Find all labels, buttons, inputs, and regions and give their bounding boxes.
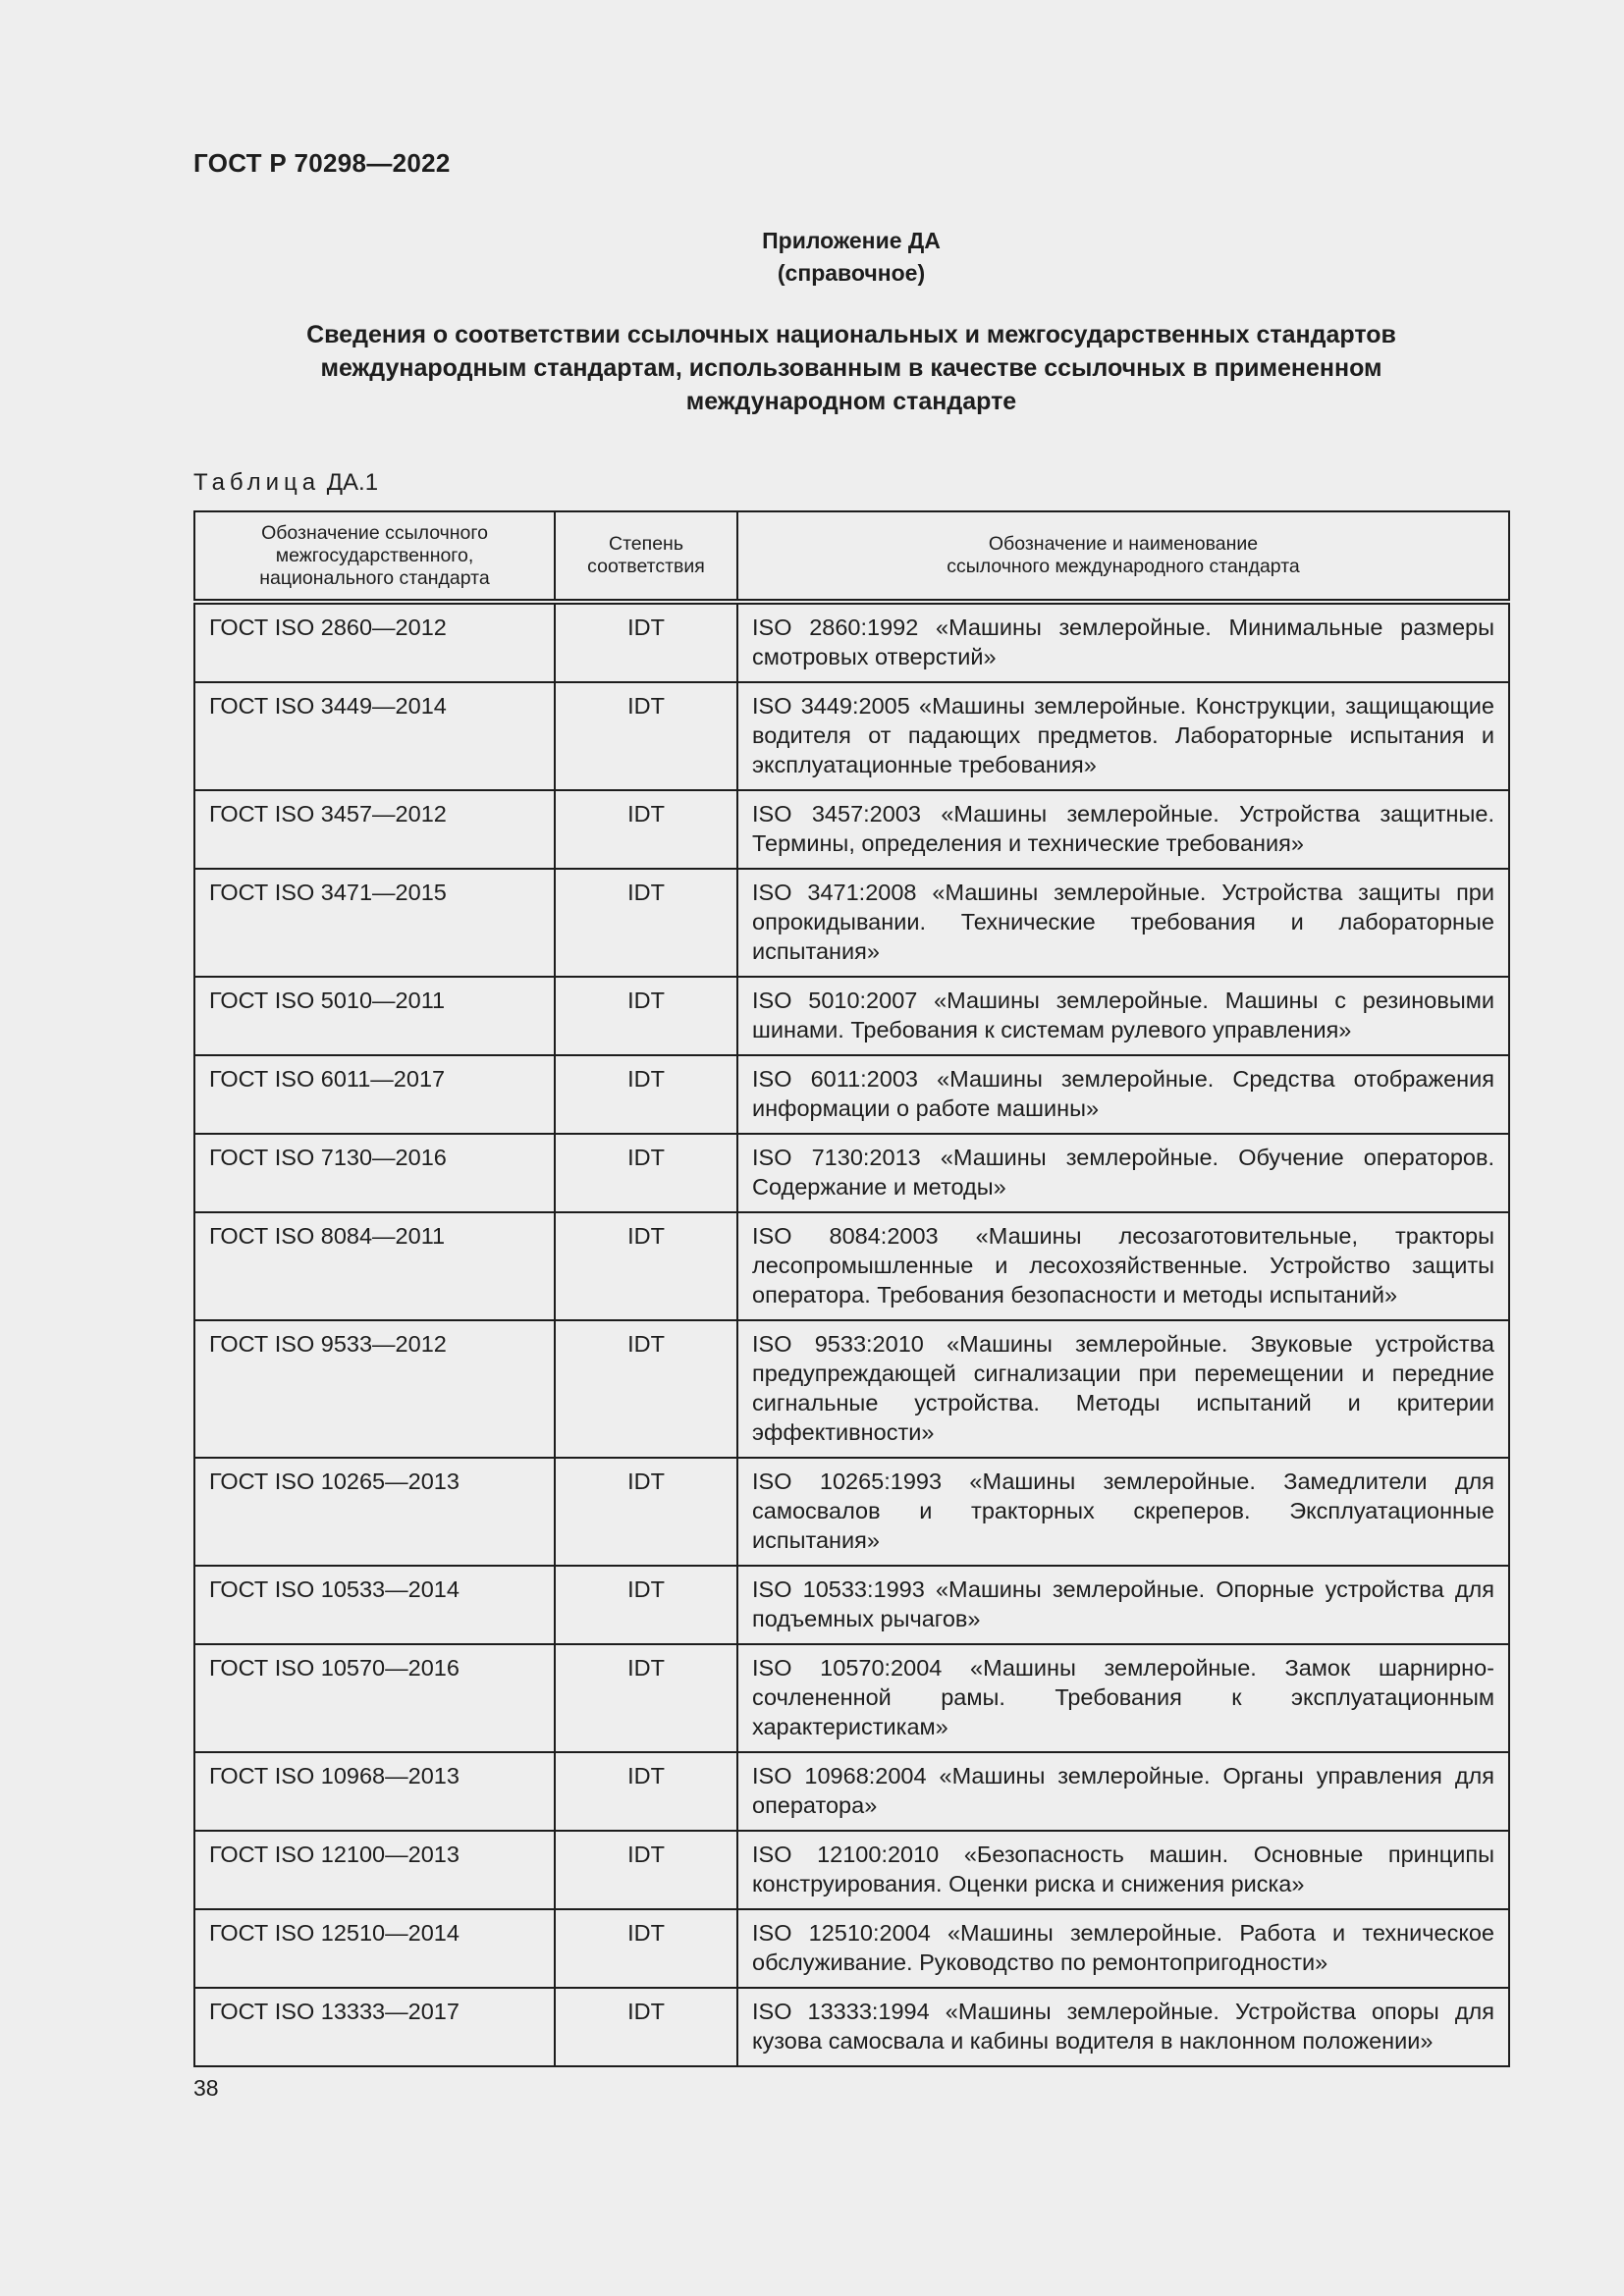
national-standard-cell: ГОСТ ISO 13333—2017 bbox=[194, 1988, 555, 2066]
degree-cell: IDT bbox=[555, 682, 737, 790]
degree-cell: IDT bbox=[555, 1752, 737, 1831]
degree-cell: IDT bbox=[555, 1134, 737, 1212]
section-title bbox=[193, 318, 1509, 418]
section-title-line: международным стандартам, использованным в качестве ссылочных в примененном bbox=[320, 354, 1382, 382]
degree-cell: IDT bbox=[555, 602, 737, 682]
section-title-line: международном стандарте bbox=[685, 388, 1017, 415]
international-standard-cell: ISO 3457:2003 «Машины землеройные. Устройства защитные. Термины, определения и технические требования» bbox=[737, 790, 1509, 869]
international-standard-cell: ISO 13333:1994 «Машины землеройные. Устройства опоры для кузова самосвала и кабины водителя в наклонном положении» bbox=[737, 1988, 1509, 2066]
table-row bbox=[194, 977, 1509, 1055]
international-standard-cell: ISO 7130:2013 «Машины землеройные. Обучение операторов. Содержание и методы» bbox=[737, 1134, 1509, 1212]
appendix-heading bbox=[193, 225, 1509, 290]
table-row bbox=[194, 1134, 1509, 1212]
international-standard-cell: ISO 12510:2004 «Машины землеройные. Работа и техническое обслуживание. Руководство по ремонтопригодности» bbox=[737, 1909, 1509, 1988]
table-row bbox=[194, 682, 1509, 790]
international-standard-cell: ISO 12100:2010 «Безопасность машин. Основные принципы конструирования. Оценки риска и снижения риска» bbox=[737, 1831, 1509, 1909]
table-row bbox=[194, 1644, 1509, 1752]
appendix-title: Приложение ДА bbox=[762, 228, 941, 253]
degree-cell: IDT bbox=[555, 1566, 737, 1644]
national-standard-cell: ГОСТ ISO 12100—2013 bbox=[194, 1831, 555, 1909]
table-row bbox=[194, 1566, 1509, 1644]
table-caption-number: ДА.1 bbox=[326, 469, 379, 496]
page-number: 38 bbox=[193, 2075, 219, 2101]
document-code: ГОСТ Р 70298—2022 bbox=[193, 148, 451, 178]
degree-cell: IDT bbox=[555, 1909, 737, 1988]
degree-cell: IDT bbox=[555, 790, 737, 869]
section-title-line: Сведения о соответствии ссылочных национальных и межгосударственных стандартов bbox=[306, 321, 1396, 348]
international-standard-cell: ISO 3471:2008 «Машины землеройные. Устройства защиты при опрокидывании. Технические требования и лабораторные испытания» bbox=[737, 869, 1509, 977]
international-standard-cell: ISO 5010:2007 «Машины землеройные. Машины с резиновыми шинами. Требования к системам рулевого управления» bbox=[737, 977, 1509, 1055]
appendix-type: (справочное) bbox=[777, 260, 926, 286]
degree-cell: IDT bbox=[555, 869, 737, 977]
degree-cell: IDT bbox=[555, 977, 737, 1055]
degree-cell: IDT bbox=[555, 1831, 737, 1909]
table-row bbox=[194, 1458, 1509, 1566]
table-row bbox=[194, 1909, 1509, 1988]
international-standard-cell: ISO 3449:2005 «Машины землеройные. Конструкции, защищающие водителя от падающих предметов. Лабораторные испытания и эксплуатационные требования» bbox=[737, 682, 1509, 790]
national-standard-cell: ГОСТ ISO 3449—2014 bbox=[194, 682, 555, 790]
table-row bbox=[194, 1752, 1509, 1831]
national-standard-cell: ГОСТ ISO 5010—2011 bbox=[194, 977, 555, 1055]
international-standard-cell: ISO 6011:2003 «Машины землеройные. Средства отображения информации о работе машины» bbox=[737, 1055, 1509, 1134]
degree-cell: IDT bbox=[555, 1320, 737, 1458]
international-standard-cell: ISO 10265:1993 «Машины землеройные. Замедлители для самосвалов и тракторных скреперов. Эксплуатационные испытания» bbox=[737, 1458, 1509, 1566]
table-caption bbox=[193, 469, 378, 497]
national-standard-cell: ГОСТ ISO 10265—2013 bbox=[194, 1458, 555, 1566]
international-standard-cell: ISO 9533:2010 «Машины землеройные. Звуковые устройства предупреждающей сигнализации при перемещении и передние сигнальные устройства. Методы испытаний и критерии эффективности» bbox=[737, 1320, 1509, 1458]
national-standard-cell: ГОСТ ISO 10533—2014 bbox=[194, 1566, 555, 1644]
national-standard-cell: ГОСТ ISO 3457—2012 bbox=[194, 790, 555, 869]
table-caption-prefix: Таблица bbox=[193, 469, 321, 496]
degree-cell: IDT bbox=[555, 1055, 737, 1134]
national-standard-cell: ГОСТ ISO 7130—2016 bbox=[194, 1134, 555, 1212]
table-row bbox=[194, 1055, 1509, 1134]
national-standard-cell: ГОСТ ISO 3471—2015 bbox=[194, 869, 555, 977]
table-header-row bbox=[194, 511, 1509, 602]
national-standard-cell: ГОСТ ISO 8084—2011 bbox=[194, 1212, 555, 1320]
national-standard-cell: ГОСТ ISO 10968—2013 bbox=[194, 1752, 555, 1831]
table-row bbox=[194, 602, 1509, 682]
table-row bbox=[194, 1320, 1509, 1458]
table-row bbox=[194, 1212, 1509, 1320]
international-standard-cell: ISO 10533:1993 «Машины землеройные. Опорные устройства для подъемных рычагов» bbox=[737, 1566, 1509, 1644]
national-standard-cell: ГОСТ ISO 12510—2014 bbox=[194, 1909, 555, 1988]
table-row bbox=[194, 869, 1509, 977]
header-international-standard: Обозначение и наименование ссылочного международного стандарта bbox=[737, 511, 1509, 602]
international-standard-cell: ISO 2860:1992 «Машины землеройные. Минимальные размеры смотровых отверстий» bbox=[737, 602, 1509, 682]
international-standard-cell: ISO 10968:2004 «Машины землеройные. Органы управления для оператора» bbox=[737, 1752, 1509, 1831]
table-row bbox=[194, 1988, 1509, 2066]
table-row bbox=[194, 1831, 1509, 1909]
national-standard-cell: ГОСТ ISO 6011—2017 bbox=[194, 1055, 555, 1134]
degree-cell: IDT bbox=[555, 1988, 737, 2066]
header-degree: Степень соответствия bbox=[555, 511, 737, 602]
degree-cell: IDT bbox=[555, 1644, 737, 1752]
table-row bbox=[194, 790, 1509, 869]
degree-cell: IDT bbox=[555, 1458, 737, 1566]
international-standard-cell: ISO 8084:2003 «Машины лесозаготовительные, тракторы лесопромышленные и лесохозяйственные. Устройство защиты оператора. Требования безопасности и методы испытаний» bbox=[737, 1212, 1509, 1320]
national-standard-cell: ГОСТ ISO 2860—2012 bbox=[194, 602, 555, 682]
international-standard-cell: ISO 10570:2004 «Машины землеройные. Замок шарнирно-сочлененной рамы. Требования к эксплуатационным характеристикам» bbox=[737, 1644, 1509, 1752]
standards-table bbox=[193, 510, 1510, 2067]
degree-cell: IDT bbox=[555, 1212, 737, 1320]
header-national-standard: Обозначение ссылочного межгосударственного, национального стандарта bbox=[194, 511, 555, 602]
national-standard-cell: ГОСТ ISO 9533—2012 bbox=[194, 1320, 555, 1458]
national-standard-cell: ГОСТ ISO 10570—2016 bbox=[194, 1644, 555, 1752]
